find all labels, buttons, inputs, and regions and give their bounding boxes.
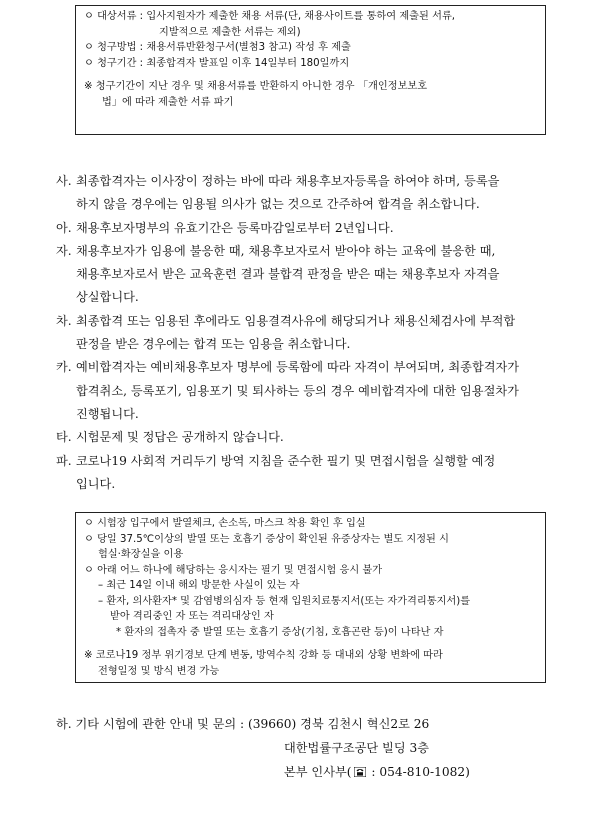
notice-item bbox=[56, 217, 568, 240]
item-line: 예비합격자는 예비채용후보자 명부에 등록함에 따라 자격이 부여되며, 최종합격자가 bbox=[76, 360, 520, 375]
document-requirements-box bbox=[75, 5, 546, 135]
notice-item bbox=[56, 450, 568, 497]
box-note-line: ※ 청구기간이 지난 경우 및 채용서류를 반환하지 아니한 경우 「개인정보보호 bbox=[84, 81, 428, 92]
notice-item bbox=[56, 240, 568, 310]
covid-guidelines-box bbox=[75, 512, 546, 683]
contact-phone-line bbox=[56, 760, 470, 784]
box-sub-line: – 최근 14일 이내 해외 방문한 사실이 있는 자 bbox=[98, 580, 300, 591]
box-line: ㅇ 시험장 입구에서 발열체크, 손소독, 마스크 착용 확인 후 입실 bbox=[84, 518, 366, 529]
item-marker: 타. bbox=[56, 430, 72, 445]
item-marker: 카. bbox=[56, 360, 72, 375]
item-line: 하지 않을 경우에는 임용될 의사가 없는 것으로 간주하여 합격을 취소합니다. bbox=[76, 197, 480, 212]
notice-item bbox=[56, 426, 568, 449]
box-line: 험실·화장실을 이용 bbox=[98, 549, 184, 560]
contact-line: 대한법률구조공단 빌딩 3층 bbox=[284, 741, 430, 755]
notice-items bbox=[56, 170, 568, 496]
item-line: 채용후보자가 임용에 불응한 때, 채용후보자로서 받아야 하는 교육에 불응한 때, bbox=[76, 243, 496, 258]
item-line: 코로나19 사회적 거리두기 방역 지침을 준수한 필기 및 면접시험을 실행할 예정 bbox=[76, 453, 496, 468]
box-sub-line: 받아 격리중인 자 또는 격리대상인 자 bbox=[110, 611, 274, 622]
box-note-line: 전형일정 및 방식 변경 가능 bbox=[98, 665, 220, 677]
notice-item bbox=[56, 170, 568, 217]
item-marker: 하. bbox=[56, 717, 72, 731]
box-note-line: 법」에 따라 제출한 서류 파기 bbox=[102, 96, 234, 108]
item-line: 채용후보자명부의 유효기간은 등록마감일로부터 2년입니다. bbox=[76, 220, 394, 235]
box-footnote-line: * 환자의 접촉자 중 발열 또는 호흡기 증상(기침, 호흡곤란 등)이 나타난 자 bbox=[116, 626, 444, 638]
contact-info bbox=[56, 712, 470, 784]
box-line: ㅇ 아래 어느 하나에 해당하는 응시자는 필기 및 면접시험 응시 불가 bbox=[84, 564, 383, 576]
contact-dept: 본부 인사부( bbox=[284, 765, 352, 779]
item-line: 합격취소, 등록포기, 임용포기 및 퇴사하는 등의 경우 예비합격자에 대한 임용절차가 bbox=[76, 383, 519, 398]
item-line: 최종합격 또는 임용된 후에라도 임용결격사유에 해당되거나 채용신체검사에 부적합 bbox=[76, 313, 516, 328]
item-marker: 자. bbox=[56, 243, 72, 258]
contact-phone-number: : 054-810-1082) bbox=[367, 765, 470, 779]
item-line: 입니다. bbox=[76, 476, 116, 491]
box-line: 지발적으로 제출한 서류는 제외) bbox=[159, 26, 301, 38]
item-line: 진행됩니다. bbox=[76, 406, 139, 421]
item-marker: 사. bbox=[56, 174, 72, 188]
item-line: 최종합격자는 이사장이 정하는 바에 따라 채용후보자등록을 하여야 하며, 등록을 bbox=[76, 174, 500, 188]
notice-item bbox=[56, 356, 568, 426]
notice-item bbox=[56, 310, 568, 357]
item-marker: 파. bbox=[56, 453, 72, 468]
box-line: ㅇ 청구방법 : 채용서류반환청구서(별첨3 참고) 작성 후 제출 bbox=[84, 42, 351, 53]
item-line: 판정을 받은 경우에는 합격 또는 임용을 취소합니다. bbox=[76, 337, 351, 352]
box-note-line: ※ 코로나19 정부 위기경보 단계 변동, 방역수칙 강화 등 대내외 상황 변화에 따라 bbox=[84, 650, 443, 661]
item-line: 상실합니다. bbox=[76, 290, 139, 305]
item-marker: 아. bbox=[56, 220, 72, 235]
item-marker: 차. bbox=[56, 313, 72, 328]
item-line: 채용후보자로서 받은 교육훈련 결과 불합격 판정을 받은 때는 채용후보자 자격을 bbox=[76, 267, 500, 282]
box-line: ㅇ 당일 37.5℃이상의 발열 또는 호흡기 증상이 확인된 유증상자는 별도 지정된 시 bbox=[84, 533, 449, 545]
phone-icon bbox=[354, 761, 366, 771]
item-line: 시험문제 및 정답은 공개하지 않습니다. bbox=[76, 430, 284, 445]
box-sub-line: – 환자, 의사환자* 및 감염병의심자 등 현재 입원치료통지서(또는 자가격리통지서)를 bbox=[98, 595, 471, 607]
box-line: ㅇ 청구기간 : 최종합격자 발표일 이후 14일부터 180일까지 bbox=[84, 57, 350, 69]
contact-line: 기타 시험에 관한 안내 및 문의 : (39660) 경북 김천시 혁신2로 26 bbox=[75, 717, 430, 731]
box-line: ㅇ 대상서류 : 입사지원자가 제출한 채용 서류(단, 채용사이트를 통하여 제출된 서류, bbox=[84, 11, 456, 22]
